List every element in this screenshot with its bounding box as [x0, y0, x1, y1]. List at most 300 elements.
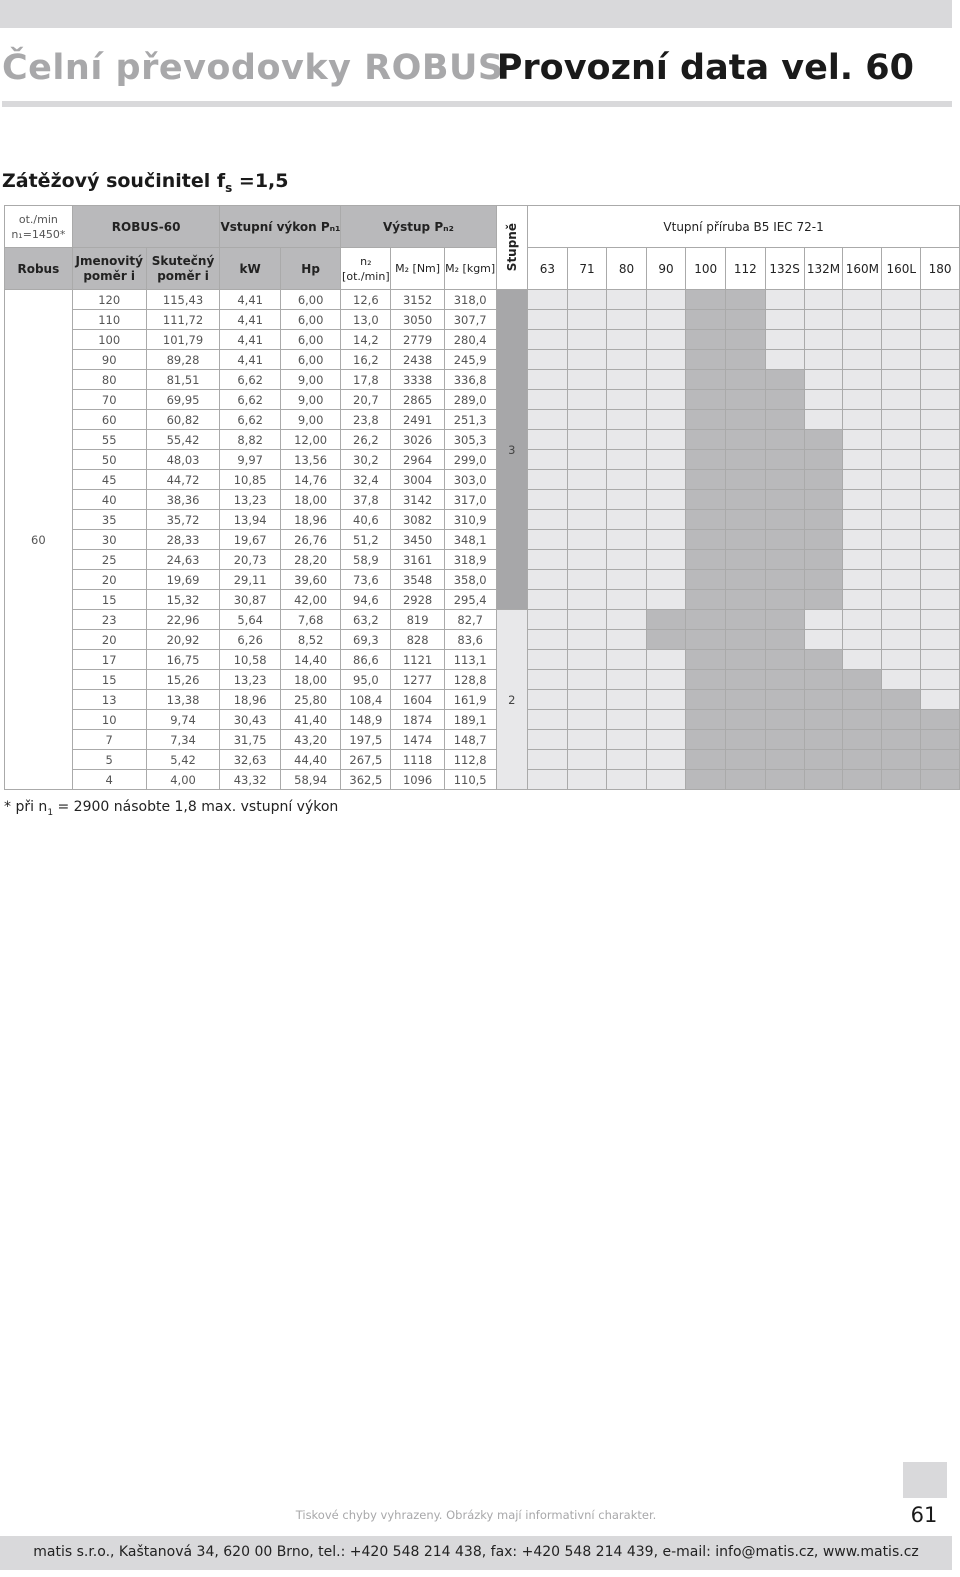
flange-availability-cell	[567, 710, 607, 730]
flange-availability-cell	[725, 710, 765, 730]
flange-availability-cell	[725, 730, 765, 750]
power-kw-cell: 6,62	[220, 390, 280, 410]
output-speed-cell: 63,2	[341, 610, 391, 630]
flange-availability-cell	[921, 470, 960, 490]
power-kw-cell: 4,41	[220, 330, 280, 350]
table-row	[5, 630, 960, 650]
flange-availability-cell	[921, 290, 960, 310]
flange-availability-cell	[921, 370, 960, 390]
flange-availability-cell	[921, 610, 960, 630]
flange-availability-cell	[528, 770, 568, 790]
flange-availability-cell	[725, 370, 765, 390]
flange-availability-cell	[686, 430, 726, 450]
flange-availability-cell	[607, 770, 647, 790]
table-row	[5, 770, 960, 790]
operating-data-table	[4, 205, 960, 790]
power-kw-cell: 19,67	[220, 530, 280, 550]
table-row	[5, 590, 960, 610]
flange-availability-cell	[646, 470, 686, 490]
flange-availability-cell	[843, 550, 882, 570]
flange-availability-cell	[921, 330, 960, 350]
flange-availability-cell	[607, 450, 647, 470]
output-speed-cell: 267,5	[341, 750, 391, 770]
power-kw-cell: 10,58	[220, 650, 280, 670]
stages-label: Stupně	[504, 223, 519, 272]
actual-ratio-cell: 19,69	[146, 570, 220, 590]
stages-header	[496, 206, 528, 290]
service-factor-value: =1,5	[232, 170, 289, 192]
flange-availability-cell	[528, 710, 568, 730]
flange-availability-cell	[725, 430, 765, 450]
actual-ratio-cell: 24,63	[146, 550, 220, 570]
torque-nm-cell: 3026	[391, 430, 445, 450]
power-kw-cell: 43,32	[220, 770, 280, 790]
flange-availability-cell	[843, 690, 882, 710]
flange-availability-cell	[528, 510, 568, 530]
flange-availability-cell	[607, 330, 647, 350]
flange-availability-cell	[725, 610, 765, 630]
nominal-ratio-cell: 90	[72, 350, 146, 370]
flange-availability-cell	[528, 550, 568, 570]
flange-availability-cell	[646, 710, 686, 730]
torque-nm-cell: 2865	[391, 390, 445, 410]
actual-ratio-cell: 69,95	[146, 390, 220, 410]
torque-kgm-cell: 295,4	[444, 590, 496, 610]
torque-nm-cell: 1874	[391, 710, 445, 730]
flange-availability-cell	[882, 690, 921, 710]
torque-kgm-cell: 318,0	[444, 290, 496, 310]
flange-availability-cell	[567, 370, 607, 390]
flange-availability-cell	[921, 450, 960, 470]
col-header-hp: Hp	[280, 248, 340, 290]
flange-availability-cell	[646, 550, 686, 570]
flange-availability-cell	[921, 690, 960, 710]
flange-availability-cell	[725, 290, 765, 310]
torque-nm-cell: 3004	[391, 470, 445, 490]
flange-availability-cell	[765, 750, 804, 770]
nominal-ratio-cell: 70	[72, 390, 146, 410]
nominal-ratio-cell: 50	[72, 450, 146, 470]
power-kw-cell: 10,85	[220, 470, 280, 490]
table-row	[5, 310, 960, 330]
flange-size-71: 71	[567, 248, 607, 290]
flange-availability-cell	[646, 530, 686, 550]
footnote-prefix: * při n	[4, 799, 48, 815]
nominal-ratio-cell: 10	[72, 710, 146, 730]
torque-kgm-cell: 336,8	[444, 370, 496, 390]
flange-availability-cell	[882, 750, 921, 770]
flange-availability-cell	[804, 390, 843, 410]
flange-availability-cell	[765, 490, 804, 510]
flange-availability-cell	[725, 410, 765, 430]
flange-availability-cell	[607, 370, 647, 390]
flange-availability-cell	[804, 650, 843, 670]
group-header-robus60: ROBUS-60	[72, 206, 220, 248]
flange-availability-cell	[882, 550, 921, 570]
power-hp-cell: 44,40	[280, 750, 340, 770]
flange-availability-cell	[646, 770, 686, 790]
flange-availability-cell	[646, 330, 686, 350]
flange-availability-cell	[528, 590, 568, 610]
nominal-ratio-cell: 100	[72, 330, 146, 350]
flange-availability-cell	[528, 450, 568, 470]
flange-availability-cell	[528, 530, 568, 550]
flange-availability-cell	[804, 430, 843, 450]
output-speed-cell: 108,4	[341, 690, 391, 710]
flange-availability-cell	[804, 570, 843, 590]
flange-availability-cell	[765, 390, 804, 410]
flange-availability-cell	[725, 310, 765, 330]
flange-availability-cell	[686, 410, 726, 430]
flange-availability-cell	[646, 750, 686, 770]
flange-availability-cell	[567, 490, 607, 510]
nominal-ratio-cell: 15	[72, 670, 146, 690]
flange-availability-cell	[686, 690, 726, 710]
torque-nm-cell: 3161	[391, 550, 445, 570]
torque-kgm-cell: 280,4	[444, 330, 496, 350]
flange-availability-cell	[843, 350, 882, 370]
flange-availability-cell	[765, 630, 804, 650]
flange-availability-cell	[804, 470, 843, 490]
power-hp-cell: 43,20	[280, 730, 340, 750]
flange-availability-cell	[646, 630, 686, 650]
flange-availability-cell	[567, 290, 607, 310]
flange-availability-cell	[686, 290, 726, 310]
power-kw-cell: 13,23	[220, 670, 280, 690]
col-header-kw: kW	[220, 248, 280, 290]
flange-availability-cell	[725, 330, 765, 350]
flange-availability-cell	[686, 370, 726, 390]
actual-ratio-cell: 55,42	[146, 430, 220, 450]
torque-kgm-cell: 305,3	[444, 430, 496, 450]
flange-size-160l: 160L	[882, 248, 921, 290]
flange-availability-cell	[765, 590, 804, 610]
flange-availability-cell	[567, 430, 607, 450]
flange-availability-cell	[646, 570, 686, 590]
flange-availability-cell	[686, 450, 726, 470]
power-kw-cell: 9,97	[220, 450, 280, 470]
disclaimer: Tiskové chyby vyhrazeny. Obrázky mají informativní charakter.	[295, 1508, 657, 1522]
power-hp-cell: 9,00	[280, 410, 340, 430]
flange-availability-cell	[804, 610, 843, 630]
flange-availability-cell	[607, 470, 647, 490]
flange-availability-cell	[765, 450, 804, 470]
table-row	[5, 530, 960, 550]
output-speed-cell: 51,2	[341, 530, 391, 550]
torque-kgm-cell: 113,1	[444, 650, 496, 670]
flange-availability-cell	[528, 730, 568, 750]
flange-availability-cell	[765, 370, 804, 390]
flange-availability-cell	[607, 730, 647, 750]
flange-availability-cell	[528, 330, 568, 350]
power-hp-cell: 14,40	[280, 650, 340, 670]
flange-availability-cell	[607, 290, 647, 310]
power-hp-cell: 6,00	[280, 330, 340, 350]
power-kw-cell: 30,43	[220, 710, 280, 730]
flange-availability-cell	[804, 550, 843, 570]
flange-availability-cell	[725, 550, 765, 570]
table-row	[5, 370, 960, 390]
actual-ratio-cell: 16,75	[146, 650, 220, 670]
flange-availability-cell	[765, 530, 804, 550]
power-kw-cell: 4,41	[220, 350, 280, 370]
flange-size-132s: 132S	[765, 248, 804, 290]
flange-availability-cell	[843, 750, 882, 770]
flange-size-63: 63	[528, 248, 568, 290]
flange-availability-cell	[725, 650, 765, 670]
output-speed-cell: 12,6	[341, 290, 391, 310]
torque-kgm-cell: 83,6	[444, 630, 496, 650]
table-row	[5, 730, 960, 750]
table-row	[5, 710, 960, 730]
flange-availability-cell	[607, 630, 647, 650]
nominal-ratio-cell: 40	[72, 490, 146, 510]
flange-availability-cell	[567, 590, 607, 610]
flange-availability-cell	[882, 390, 921, 410]
flange-availability-cell	[843, 570, 882, 590]
torque-nm-cell: 1096	[391, 770, 445, 790]
output-speed-cell: 73,6	[341, 570, 391, 590]
flange-availability-cell	[646, 370, 686, 390]
nominal-ratio-cell: 17	[72, 650, 146, 670]
flange-availability-cell	[567, 670, 607, 690]
flange-availability-cell	[921, 410, 960, 430]
nominal-ratio-cell: 45	[72, 470, 146, 490]
power-kw-cell: 4,41	[220, 290, 280, 310]
flange-availability-cell	[921, 510, 960, 530]
flange-availability-cell	[646, 670, 686, 690]
flange-availability-cell	[843, 430, 882, 450]
flange-availability-cell	[804, 490, 843, 510]
power-hp-cell: 41,40	[280, 710, 340, 730]
flange-availability-cell	[765, 550, 804, 570]
flange-size-112: 112	[725, 248, 765, 290]
power-hp-cell: 25,80	[280, 690, 340, 710]
col-header-nominal-ratio: Jmenovitý poměr i	[72, 248, 146, 290]
power-hp-cell: 9,00	[280, 390, 340, 410]
flange-availability-cell	[804, 690, 843, 710]
flange-availability-cell	[607, 570, 647, 590]
torque-nm-cell: 1604	[391, 690, 445, 710]
flange-availability-cell	[804, 410, 843, 430]
flange-availability-cell	[607, 510, 647, 530]
actual-ratio-cell: 101,79	[146, 330, 220, 350]
flange-availability-cell	[804, 710, 843, 730]
flange-availability-cell	[686, 730, 726, 750]
power-hp-cell: 28,20	[280, 550, 340, 570]
flange-availability-cell	[765, 430, 804, 450]
flange-availability-cell	[882, 610, 921, 630]
output-speed-cell: 40,6	[341, 510, 391, 530]
torque-nm-cell: 828	[391, 630, 445, 650]
power-hp-cell: 42,00	[280, 590, 340, 610]
table-row	[5, 470, 960, 490]
actual-ratio-cell: 20,92	[146, 630, 220, 650]
power-hp-cell: 6,00	[280, 290, 340, 310]
flange-availability-cell	[686, 530, 726, 550]
flange-availability-cell	[882, 430, 921, 450]
flange-availability-cell	[528, 750, 568, 770]
flange-availability-cell	[607, 410, 647, 430]
actual-ratio-cell: 48,03	[146, 450, 220, 470]
flange-availability-cell	[804, 450, 843, 470]
flange-availability-cell	[646, 290, 686, 310]
col-header-robus: Robus	[5, 248, 73, 290]
flange-availability-cell	[921, 590, 960, 610]
flange-availability-cell	[921, 430, 960, 450]
actual-ratio-cell: 38,36	[146, 490, 220, 510]
flange-availability-cell	[725, 630, 765, 650]
table-row	[5, 690, 960, 710]
flange-availability-cell	[725, 770, 765, 790]
flange-availability-cell	[921, 350, 960, 370]
flange-availability-cell	[528, 310, 568, 330]
flange-availability-cell	[765, 310, 804, 330]
power-hp-cell: 12,00	[280, 430, 340, 450]
nominal-ratio-cell: 120	[72, 290, 146, 310]
flange-availability-cell	[843, 390, 882, 410]
flange-availability-cell	[646, 310, 686, 330]
power-hp-cell: 58,94	[280, 770, 340, 790]
actual-ratio-cell: 15,32	[146, 590, 220, 610]
torque-kgm-cell: 161,9	[444, 690, 496, 710]
power-hp-cell: 26,76	[280, 530, 340, 550]
torque-kgm-cell: 128,8	[444, 670, 496, 690]
flange-availability-cell	[686, 490, 726, 510]
flange-availability-cell	[528, 410, 568, 430]
flange-availability-cell	[686, 470, 726, 490]
flange-availability-cell	[567, 350, 607, 370]
flange-availability-cell	[607, 390, 647, 410]
actual-ratio-cell: 28,33	[146, 530, 220, 550]
nominal-ratio-cell: 20	[72, 570, 146, 590]
top-bar	[0, 0, 952, 28]
col-header-actual-ratio: Skutečný poměr i	[146, 248, 220, 290]
torque-nm-cell: 1277	[391, 670, 445, 690]
flange-availability-cell	[921, 570, 960, 590]
nominal-ratio-cell: 25	[72, 550, 146, 570]
flange-availability-cell	[882, 310, 921, 330]
flange-availability-cell	[882, 570, 921, 590]
torque-kgm-cell: 303,0	[444, 470, 496, 490]
nominal-ratio-cell: 20	[72, 630, 146, 650]
flange-availability-cell	[804, 530, 843, 550]
flange-availability-cell	[882, 330, 921, 350]
torque-nm-cell: 2438	[391, 350, 445, 370]
torque-kgm-cell: 82,7	[444, 610, 496, 630]
flange-availability-cell	[765, 770, 804, 790]
nominal-ratio-cell: 55	[72, 430, 146, 450]
flange-availability-cell	[528, 690, 568, 710]
torque-nm-cell: 3450	[391, 530, 445, 550]
flange-availability-cell	[607, 430, 647, 450]
flange-availability-cell	[686, 390, 726, 410]
output-speed-cell: 30,2	[341, 450, 391, 470]
flange-availability-cell	[921, 650, 960, 670]
actual-ratio-cell: 22,96	[146, 610, 220, 630]
flange-availability-cell	[686, 590, 726, 610]
flange-availability-cell	[804, 730, 843, 750]
flange-availability-cell	[882, 530, 921, 550]
flange-size-80: 80	[607, 248, 647, 290]
torque-kgm-cell: 307,7	[444, 310, 496, 330]
actual-ratio-cell: 115,43	[146, 290, 220, 310]
flange-availability-cell	[804, 350, 843, 370]
flange-availability-cell	[607, 530, 647, 550]
flange-availability-cell	[921, 750, 960, 770]
flange-size-90: 90	[646, 248, 686, 290]
actual-ratio-cell: 44,72	[146, 470, 220, 490]
torque-kgm-cell: 348,1	[444, 530, 496, 550]
flange-availability-cell	[843, 490, 882, 510]
flange-availability-cell	[921, 530, 960, 550]
flange-availability-cell	[646, 690, 686, 710]
flange-header: Vtupní příruba B5 IEC 72-1	[528, 206, 960, 248]
flange-availability-cell	[843, 610, 882, 630]
flange-availability-cell	[528, 490, 568, 510]
page-title-section: Provozní data vel. 60	[496, 48, 914, 88]
torque-nm-cell: 3548	[391, 570, 445, 590]
power-kw-cell: 29,11	[220, 570, 280, 590]
power-hp-cell: 6,00	[280, 310, 340, 330]
actual-ratio-cell: 9,74	[146, 710, 220, 730]
flange-availability-cell	[646, 410, 686, 430]
flange-availability-cell	[843, 710, 882, 730]
table-row	[5, 750, 960, 770]
flange-availability-cell	[607, 610, 647, 630]
flange-availability-cell	[921, 310, 960, 330]
power-kw-cell: 32,63	[220, 750, 280, 770]
footer-contact: matis s.r.o., Kaštanová 34, 620 00 Brno, tel.: +420 548 214 438, fax: +420 548 214 439, e-mail: info@matis.cz, www.matis.cz	[33, 1544, 919, 1560]
flange-availability-cell	[765, 350, 804, 370]
flange-availability-cell	[686, 610, 726, 630]
flange-availability-cell	[567, 690, 607, 710]
torque-nm-cell: 2964	[391, 450, 445, 470]
flange-availability-cell	[882, 510, 921, 530]
flange-availability-cell	[843, 530, 882, 550]
actual-ratio-cell: 4,00	[146, 770, 220, 790]
flange-availability-cell	[804, 310, 843, 330]
actual-ratio-cell: 89,28	[146, 350, 220, 370]
flange-availability-cell	[567, 730, 607, 750]
nominal-ratio-cell: 80	[72, 370, 146, 390]
flange-availability-cell	[607, 590, 647, 610]
flange-availability-cell	[646, 390, 686, 410]
actual-ratio-cell: 5,42	[146, 750, 220, 770]
flange-availability-cell	[725, 510, 765, 530]
torque-nm-cell: 3142	[391, 490, 445, 510]
flange-availability-cell	[843, 630, 882, 650]
power-kw-cell: 20,73	[220, 550, 280, 570]
table-row	[5, 430, 960, 450]
footnote	[4, 799, 338, 818]
flange-availability-cell	[646, 730, 686, 750]
flange-availability-cell	[528, 290, 568, 310]
torque-nm-cell: 1118	[391, 750, 445, 770]
flange-availability-cell	[843, 590, 882, 610]
gearbox-size-cell: 60	[5, 290, 73, 790]
flange-availability-cell	[725, 590, 765, 610]
flange-availability-cell	[882, 410, 921, 430]
col-header-m2-kgm: M₂ [kgm]	[444, 248, 496, 290]
flange-size-180: 180	[921, 248, 960, 290]
flange-availability-cell	[686, 630, 726, 650]
table-row	[5, 330, 960, 350]
flange-availability-cell	[607, 750, 647, 770]
flange-availability-cell	[882, 730, 921, 750]
flange-availability-cell	[882, 470, 921, 490]
flange-availability-cell	[528, 570, 568, 590]
